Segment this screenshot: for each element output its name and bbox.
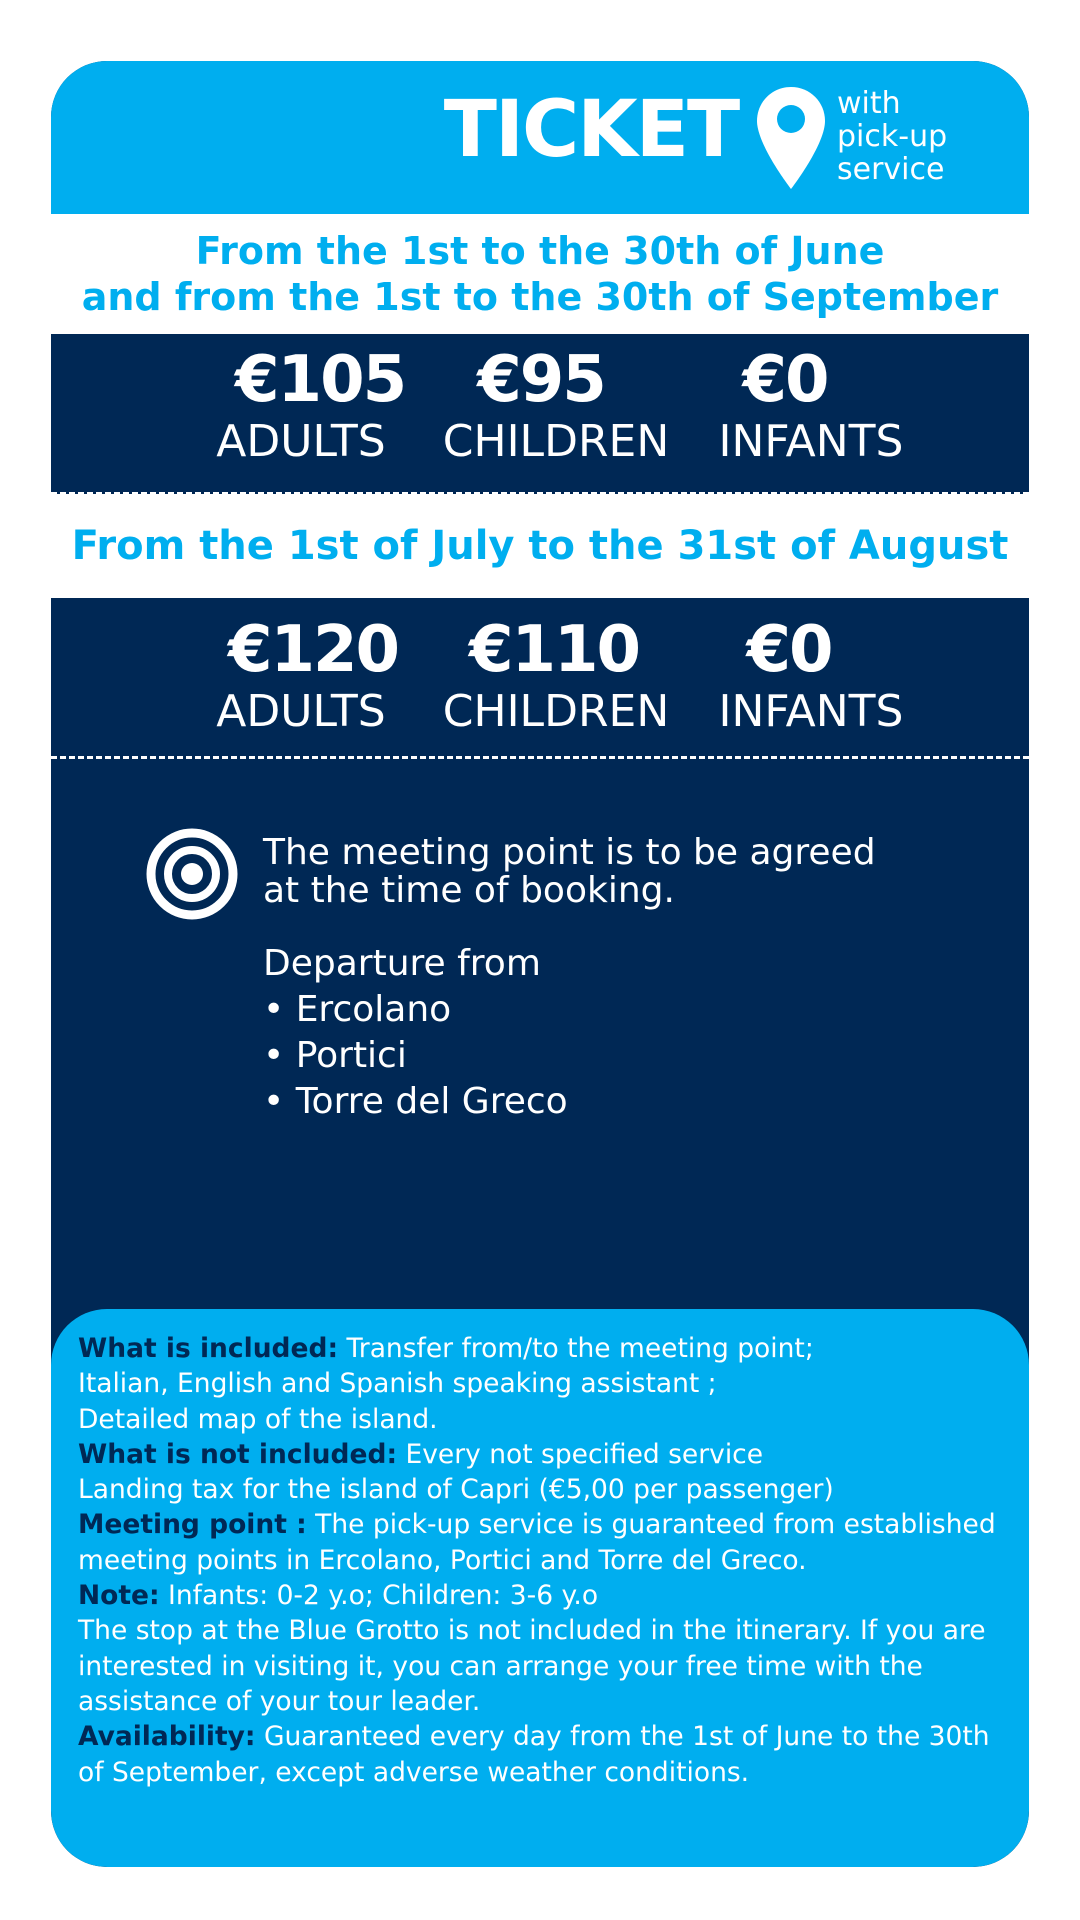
price-amount: €105 — [235, 343, 406, 417]
season1-period-line2: and from the 1st to the 30th of September — [81, 275, 999, 319]
not-included-text: Every not specified service — [397, 1438, 764, 1470]
price-label: ADULTS — [216, 416, 386, 467]
included-text: Transfer from/to the meeting point; — [338, 1333, 814, 1364]
season2-period-text: From the 1st of July to the 31st of August — [71, 523, 1009, 569]
price-label: CHILDREN — [442, 686, 670, 737]
price-amount: €110 — [468, 613, 640, 687]
not-included-label: What is not included: — [78, 1438, 398, 1470]
price-amount: €0 — [746, 613, 832, 687]
price-label: CHILDREN — [442, 416, 670, 467]
ticket-card — [51, 61, 1029, 1867]
departure-list — [263, 941, 568, 1125]
season1-infants-price — [711, 343, 911, 467]
location-pin-icon — [757, 87, 825, 189]
season1-prices — [51, 334, 1029, 494]
season1-adults-price — [201, 343, 406, 467]
included-text: Detailed map of the island. — [78, 1403, 438, 1435]
departure-item: • Portici — [263, 1033, 568, 1079]
season2-adults-price — [201, 613, 401, 737]
departure-item: • Torre del Greco — [263, 1079, 568, 1125]
season1-period — [51, 214, 1029, 334]
not-included-text: Landing tax for the island of Capri (€5,00 per passenger) — [78, 1474, 834, 1506]
departure-title: Departure from — [263, 943, 541, 984]
season2-infants-price — [711, 613, 911, 737]
season2-children-price — [441, 613, 671, 737]
info-text — [78, 1331, 1018, 1790]
price-amount: €120 — [227, 613, 399, 687]
ticket-header — [51, 61, 1029, 214]
note-label: Note: — [78, 1580, 160, 1612]
price-label: INFANTS — [718, 416, 904, 467]
price-label: ADULTS — [216, 686, 386, 737]
season2-prices — [51, 598, 1029, 760]
included-text: Italian, English and Spanish speaking assistant ; — [78, 1368, 717, 1400]
season1-children-price — [441, 343, 671, 467]
note-text: Infants: 0-2 y.o; Children: 3-6 y.o — [159, 1580, 599, 1612]
price-amount: €95 — [477, 343, 605, 417]
included-label: What is included: — [78, 1333, 339, 1364]
availability-label: Availability: — [78, 1721, 256, 1753]
pickup-service-label: with pick-up service — [837, 86, 948, 187]
availability-text: Guaranteed every day from the 1st of June to the 30th of September, except adverse weather conditions. — [78, 1721, 990, 1788]
meeting-point-info: The pick-up service is guaranteed from established meeting points in Ercolano, Portici and Torre del Greco. — [78, 1509, 996, 1576]
ticket-title: TICKET — [443, 85, 739, 175]
price-amount: €0 — [742, 343, 828, 417]
meeting-point-label: Meeting point : — [78, 1509, 307, 1541]
dashed-divider — [51, 756, 1029, 759]
departure-item: • Ercolano — [263, 987, 568, 1033]
season1-period-line1: From the 1st to the 30th of June — [195, 229, 885, 273]
season2-period — [51, 494, 1029, 598]
meeting-point-text: The meeting point is to be agreed at the time of booking. — [263, 832, 876, 911]
price-label: INFANTS — [718, 686, 904, 737]
info-panel — [51, 1309, 1029, 1867]
target-icon — [145, 827, 239, 921]
note-text: The stop at the Blue Grotto is not included in the itinerary. If you are interested in visiting it, you can arrange your free time with the assistance of your tour leader. — [78, 1615, 986, 1717]
